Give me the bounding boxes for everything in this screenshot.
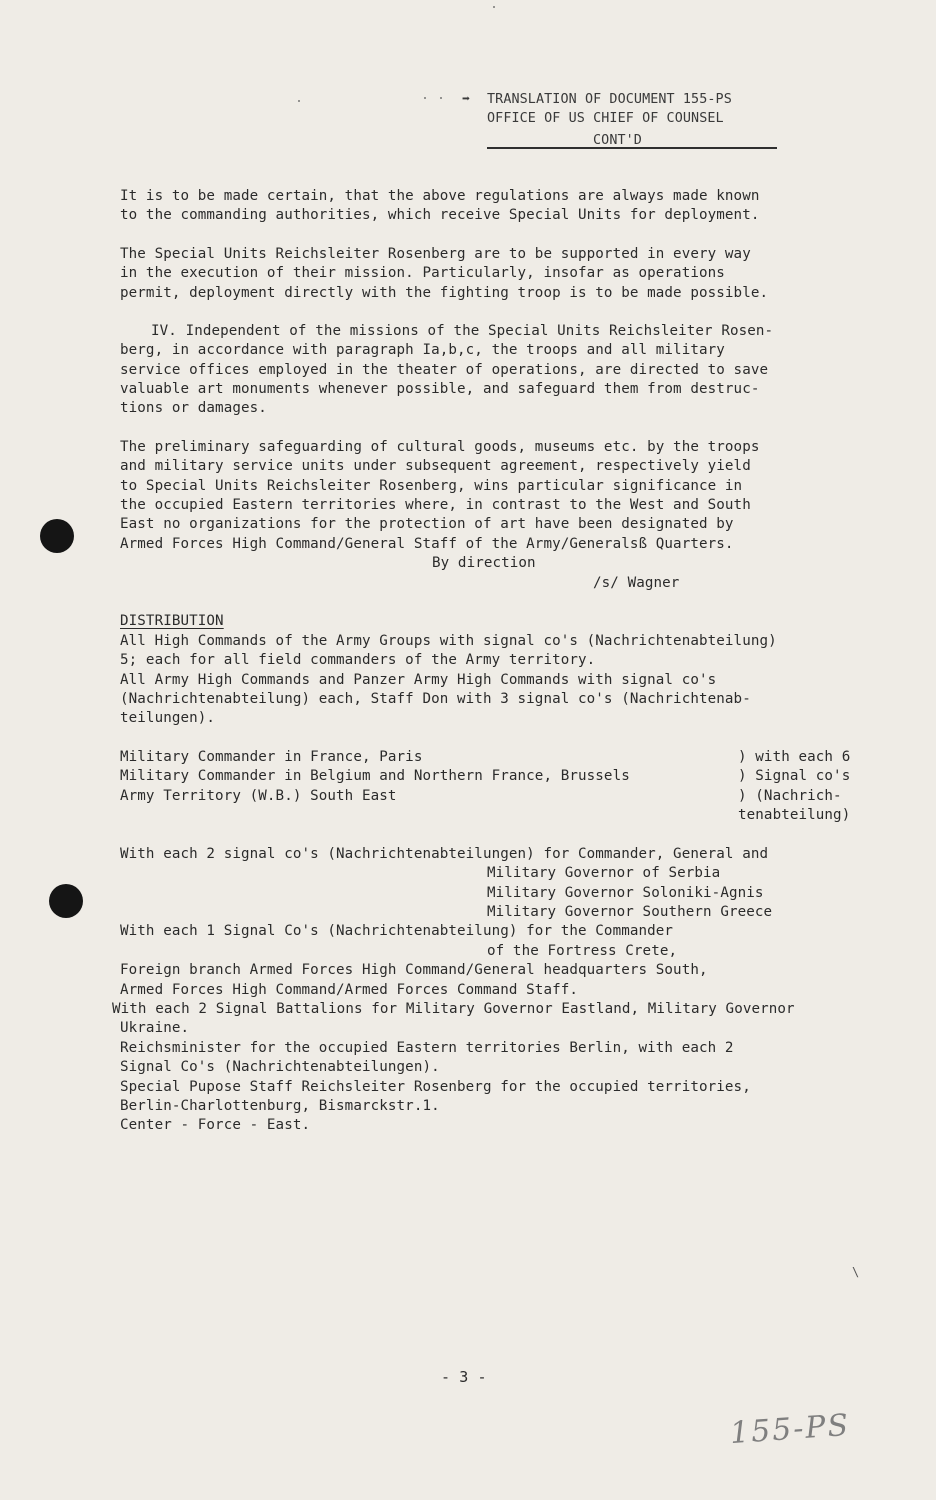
text-line: of the Fortress Crete, <box>487 943 678 959</box>
paper-mark: \ <box>852 1265 860 1279</box>
text-line: ) (Nachrich- <box>738 788 842 804</box>
text-line: ) Signal co's <box>738 768 851 784</box>
text-line: permit, deployment directly with the fighting troop is to be made possible. <box>120 285 769 301</box>
text-line: Armed Forces High Command/General Staff of the Army/Generalsß Quarters. <box>120 536 734 552</box>
text-line: Ukraine. <box>120 1020 190 1036</box>
distribution-heading: DISTRIBUTION <box>120 613 224 629</box>
text-line: With each 1 Signal Co's (Nachrichtenabteilung) for the Commander <box>120 923 674 939</box>
paper-speck <box>440 97 442 99</box>
header-contd: CONT'D <box>593 133 642 148</box>
text-line: East no organizations for the protection of art have been designated by <box>120 516 734 532</box>
text-line: in the execution of their mission. Particularly, insofar as operations <box>120 265 725 281</box>
governor-item: Military Governor of Serbia <box>487 865 721 881</box>
text-line: Reichsminister for the occupied Eastern territories Berlin, with each 2 <box>120 1040 734 1056</box>
text-line: Signal Co's (Nachrichtenabteilungen). <box>120 1059 440 1075</box>
header-office: OFFICE OF US CHIEF OF COUNSEL <box>487 111 724 126</box>
text-line: All High Commands of the Army Groups with signal co's (Nachrichtenabteilung) <box>120 633 777 649</box>
header-title: TRANSLATION OF DOCUMENT 155-PS <box>487 92 732 107</box>
text-line: Armed Forces High Command/Armed Forces Command Staff. <box>120 982 579 998</box>
commander-item: Military Commander in France, Paris <box>120 749 423 765</box>
text-line: to the commanding authorities, which receive Special Units for deployment. <box>120 207 760 223</box>
text-line: IV. Independent of the missions of the Special Units Reichsleiter Rosen- <box>151 323 774 339</box>
governor-item: Military Governor Southern Greece <box>487 904 773 920</box>
text-line: and military service units under subsequent agreement, respectively yield <box>120 458 751 474</box>
text-line: With each 2 Signal Battalions for Military Governor Eastland, Military Governor <box>112 1001 795 1017</box>
punch-hole <box>49 884 83 918</box>
text-line: Berlin-Charlottenburg, Bismarckstr.1. <box>120 1098 440 1114</box>
text-line: With each 2 signal co's (Nachrichtenabteilungen) for Commander, General and <box>120 846 769 862</box>
by-direction: By direction <box>432 555 536 571</box>
text-line: It is to be made certain, that the above regulations are always made known <box>120 188 760 204</box>
text-line: the occupied Eastern territories where, in contrast to the West and South <box>120 497 751 513</box>
header-arrow-icon: ➡ <box>462 92 471 107</box>
text-line: tions or damages. <box>120 400 267 416</box>
text-line: 5; each for all field commanders of the Army territory. <box>120 652 596 668</box>
text-line: tenabteilung) <box>738 807 851 823</box>
text-line: Center - Force - East. <box>120 1117 311 1133</box>
text-line: teilungen). <box>120 710 216 726</box>
text-line: to Special Units Reichsleiter Rosenberg, wins particular significance in <box>120 478 743 494</box>
text-line: berg, in accordance with paragraph Ia,b,c, the troops and all military <box>120 342 725 358</box>
text-line: The Special Units Reichsleiter Rosenberg are to be supported in every way <box>120 246 751 262</box>
handwritten-reference: 155-PS <box>728 1407 852 1452</box>
signature: /s/ Wagner <box>593 575 680 591</box>
paper-speck <box>298 100 300 102</box>
commander-item: Army Territory (W.B.) South East <box>120 788 397 804</box>
text-line: Foreign branch Armed Forces High Command/General headquarters South, <box>120 962 708 978</box>
governor-item: Military Governor Soloniki-Agnis <box>487 885 764 901</box>
text-line: (Nachrichtenabteilung) each, Staff Don with 3 signal co's (Nachrichtenab- <box>120 691 751 707</box>
page-number: - 3 - <box>441 1368 487 1386</box>
text-line: All Army High Commands and Panzer Army High Commands with signal co's <box>120 672 717 688</box>
text-line: valuable art monuments whenever possible, and safeguard them from destruc- <box>120 381 760 397</box>
commander-item: Military Commander in Belgium and Northern France, Brussels <box>120 768 630 784</box>
paper-speck <box>424 97 426 99</box>
text-line: service offices employed in the theater of operations, are directed to save <box>120 362 769 378</box>
text-line: ) with each 6 <box>738 749 851 765</box>
text-line: Special Pupose Staff Reichsleiter Rosenberg for the occupied territories, <box>120 1079 751 1095</box>
text-line: The preliminary safeguarding of cultural goods, museums etc. by the troops <box>120 439 760 455</box>
paper-speck <box>493 6 495 8</box>
punch-hole <box>40 519 74 553</box>
